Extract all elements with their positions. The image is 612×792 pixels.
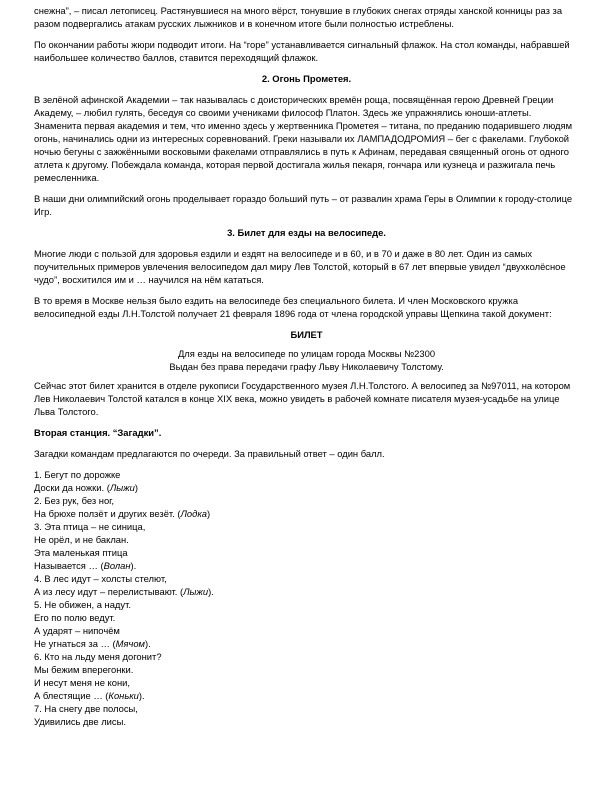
paragraph: В наши дни олимпийский огонь проделывает гораздо больший путь – от развалин храма Геры в Олимпии к городу-столице Игр. bbox=[34, 193, 573, 217]
riddle-line: Эта маленькая птица bbox=[34, 547, 128, 558]
riddle-line: Доски да ножки. (Лыжи) bbox=[34, 482, 138, 493]
paragraph: снежна”, – писал летописец. Растянувшиеся на много вёрст, тонувшие в глубоких снегах отряды ханской конницы раз за разом подвергались атакам русских лыжников и в конечном итоге были полностью истреблены. bbox=[34, 5, 563, 29]
riddle-answer: Лодка bbox=[180, 508, 207, 519]
riddle-line: А блестящие … (Коньки). bbox=[34, 690, 145, 701]
riddle-answer: Коньки bbox=[108, 690, 139, 701]
riddle-answer: Лыжи bbox=[109, 482, 135, 493]
riddle-line: 6. Кто на льду меня догонит? bbox=[34, 651, 162, 662]
riddles-list bbox=[34, 468, 579, 728]
station-heading: Вторая станция. “Загадки”. bbox=[34, 427, 162, 438]
riddle-answer: Волан bbox=[103, 560, 131, 571]
ticket-title: БИЛЕТ bbox=[290, 329, 323, 340]
document-page bbox=[34, 4, 579, 728]
paragraph: В то время в Москве нельзя было ездить на велосипеде без специального билета. И член Московского кружка велосипедной езды Л.Н.Толстой получает 21 февраля 1896 года от члена городской управы Щепкина такой документ: bbox=[34, 295, 552, 319]
ticket-text bbox=[34, 347, 579, 373]
riddle-line: А ударят – нипочём bbox=[34, 625, 120, 636]
riddle-line: Не угнаться за … (Мячом). bbox=[34, 638, 151, 649]
riddle-line: 1. Бегут по дорожке bbox=[34, 469, 121, 480]
riddle-line: Не орёл, и не баклан. bbox=[34, 534, 129, 545]
riddle-line: Удивились две лисы. bbox=[34, 716, 126, 727]
section-heading: 2. Огонь Прометея. bbox=[261, 73, 352, 84]
riddle-line: 3. Эта птица – не синица, bbox=[34, 521, 146, 532]
riddle-line: 4. В лес идут – холсты стелют, bbox=[34, 573, 167, 584]
riddle-line: И несут меня не кони, bbox=[34, 677, 130, 688]
riddle-line: 2. Без рук, без ног, bbox=[34, 495, 115, 506]
riddle-line: 5. Не обижен, а надут. bbox=[34, 599, 131, 610]
riddle-line: 7. На снегу две полосы, bbox=[34, 703, 138, 714]
riddle-line: На брюхе ползёт и других везёт. (Лодка) bbox=[34, 508, 211, 519]
section-heading: 3. Билет для езды на велосипеде. bbox=[227, 227, 386, 238]
paragraph: По окончании работы жюри подводит итоги. На “горе” устанавливается сигнальный флажок. На стол команды, набравшей наибольшее количество баллов, ставится переходящий флажок. bbox=[34, 39, 570, 63]
paragraph: Загадки командам предлагаются по очереди. За правильный ответ – один балл. bbox=[34, 448, 385, 459]
paragraph: Многие люди с пользой для здоровья ездили и ездят на велосипеде и в 60, и в 70 и даже в 80 лет. Один из самых поучительных примеров увлечения велосипедом дал миру Лев Толстой, который в 67 лет впервые увидел “двухколёсное чудо”, восхитился им и … научился на нём кататься. bbox=[34, 248, 566, 285]
paragraph: В зелёной афинской Академии – так называлась с доисторических времён роща, посвящённая герою Древней Греции Академу, – любил гулять, беседуя со своими учениками философ Платон. Здесь же упражнялись юноши-атлеты. Знаменита первая академия и тем, что именно здесь у жертвенника Прометея – титана, по преданию подарившего людям огонь, начинались одни из интересных соревнований. Греки называли их ЛАМПАДОДРОМИЯ – бег с факелами. Глубокой ночью бегуны с зажжёнными восковыми факелами отправлялись в путь к Афинам, передавая священный огонь от одного атлета к другому. Побеждала команда, которая первой достигала жилья пекаря, гончара или кузнеца и разжигала печь ремесленника. bbox=[34, 94, 573, 183]
riddle-line: Называется … (Волан). bbox=[34, 560, 137, 571]
riddle-line: Его по полю ведут. bbox=[34, 612, 116, 623]
riddle-answer: Лыжи bbox=[183, 586, 209, 597]
ticket-line: Для езды на велосипеде по улицам города Москвы №2300 bbox=[177, 348, 436, 359]
ticket-line: Выдан без права передачи графу Льву Николаевичу Толстому. bbox=[169, 361, 444, 372]
riddle-line: А из лесу идут – перелистывают. (Лыжи). bbox=[34, 586, 214, 597]
paragraph: Сейчас этот билет хранится в отделе рукописи Государственного музея Л.Н.Толстого. А велосипед за №97011, на котором Лев Николаевич Толстой катался в конце XIX века, можно увидеть в рабочей комнате писателя музея-усадьбе на улице Льва Толстого. bbox=[34, 380, 571, 417]
riddle-answer: Мячом bbox=[115, 638, 145, 649]
riddle-line: Мы бежим вперегонки. bbox=[34, 664, 134, 675]
